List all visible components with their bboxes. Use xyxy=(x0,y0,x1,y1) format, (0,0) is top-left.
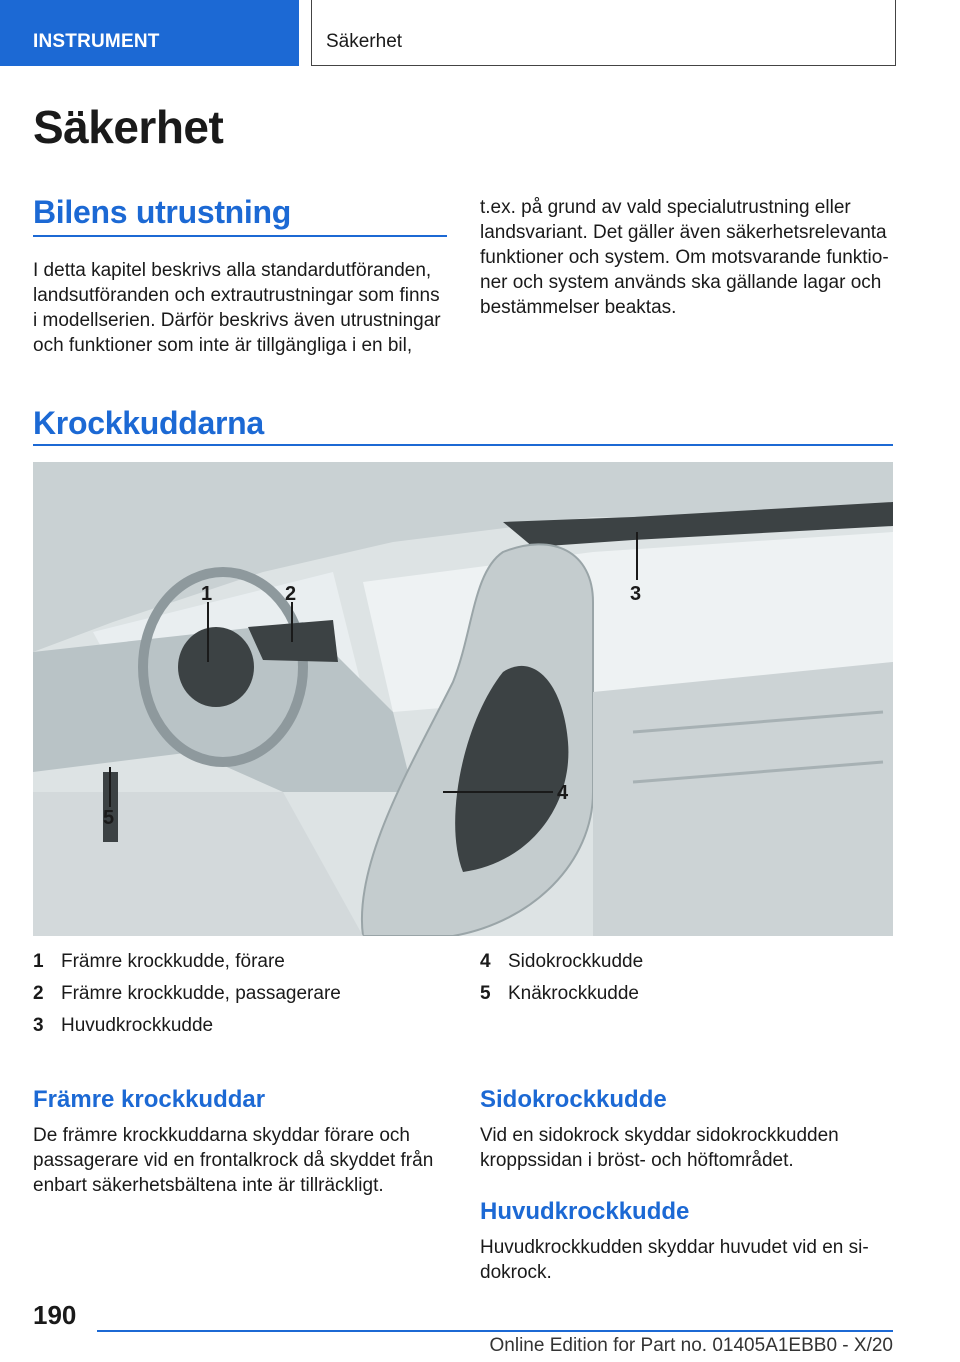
legend-col1 xyxy=(33,946,447,1042)
front-airbags-text: De främre krockkuddarna skyddar förare och passagerare vid en frontalkrock då skyddet från enbart säkerhetsbältena inte är tillräckligt. xyxy=(33,1125,434,1196)
legend-item xyxy=(480,946,894,978)
head-airbag-text: Huvudkrockkudden skyddar huvudet vid en sidokrock. xyxy=(480,1237,869,1283)
footer-rule xyxy=(97,1330,893,1332)
legend-item xyxy=(33,978,447,1010)
equipment-text-col2: t.ex. på grund av vald specialutrustning eller landsvariant. Det gäller även säkerhetsrelevanta funktioner och system. Om motsvarande funktioner och system används ska gällande lagar och bestämmelser beaktas. xyxy=(480,197,889,318)
legend-item xyxy=(480,978,894,1010)
section-tab[interactable]: INSTRUMENT xyxy=(0,0,299,66)
legend-text: Främre krockkudde, passagerare xyxy=(61,983,341,1004)
figure-label-1: 1 xyxy=(201,583,213,605)
figure-label-3: 3 xyxy=(630,583,642,605)
head-airbag-heading: Huvudkrockkudde xyxy=(480,1198,690,1225)
legend-num: 1 xyxy=(33,951,44,972)
airbags-heading-rule xyxy=(33,444,893,446)
legend-col2 xyxy=(480,946,894,1010)
legend-num: 4 xyxy=(480,951,491,972)
figure-label-2: 2 xyxy=(285,583,297,605)
equipment-text-col1: I detta kapitel beskrivs alla standardutföranden, landsutföranden och extrautrustningar som finns i modellserien. Därför beskrivs även utrustningar och funktioner som inte är tillgängliga i en bil, xyxy=(33,260,441,356)
legend-num: 5 xyxy=(480,983,491,1004)
page-number: 190 xyxy=(33,1300,77,1330)
figure-label-5: 5 xyxy=(103,807,115,829)
side-airbag-heading: Sidokrockkudde xyxy=(480,1086,667,1113)
equipment-heading-rule xyxy=(33,235,447,237)
car-interior-illustration xyxy=(33,462,893,936)
legend-item xyxy=(33,1010,447,1042)
legend-text: Huvudkrockkudde xyxy=(61,1015,214,1036)
legend-num: 3 xyxy=(33,1015,44,1036)
front-airbags-heading: Främre krockkuddar xyxy=(33,1086,266,1113)
legend-item xyxy=(33,946,447,978)
car-interior-figure xyxy=(33,462,893,936)
legend-text: Främre krockkudde, förare xyxy=(61,951,285,972)
chapter-tab[interactable]: Säkerhet xyxy=(311,0,896,66)
footer-edition-text: Online Edition for Part no. 01405A1EBB0 - X/20 xyxy=(489,1335,893,1356)
side-airbag-text: Vid en sidokrock skyddar sidokrockkudden kroppssidan i bröst- och höftområdet. xyxy=(480,1125,839,1171)
airbags-heading: Krockkuddarna xyxy=(33,405,264,441)
legend-num: 2 xyxy=(33,983,44,1004)
legend-text: Sidokrockkudde xyxy=(508,951,644,972)
figure-label-4: 4 xyxy=(557,782,569,804)
legend-text: Knäkrockkudde xyxy=(508,983,639,1004)
equipment-heading: Bilens utrustning xyxy=(33,194,292,230)
page-title: Säkerhet xyxy=(33,101,224,153)
